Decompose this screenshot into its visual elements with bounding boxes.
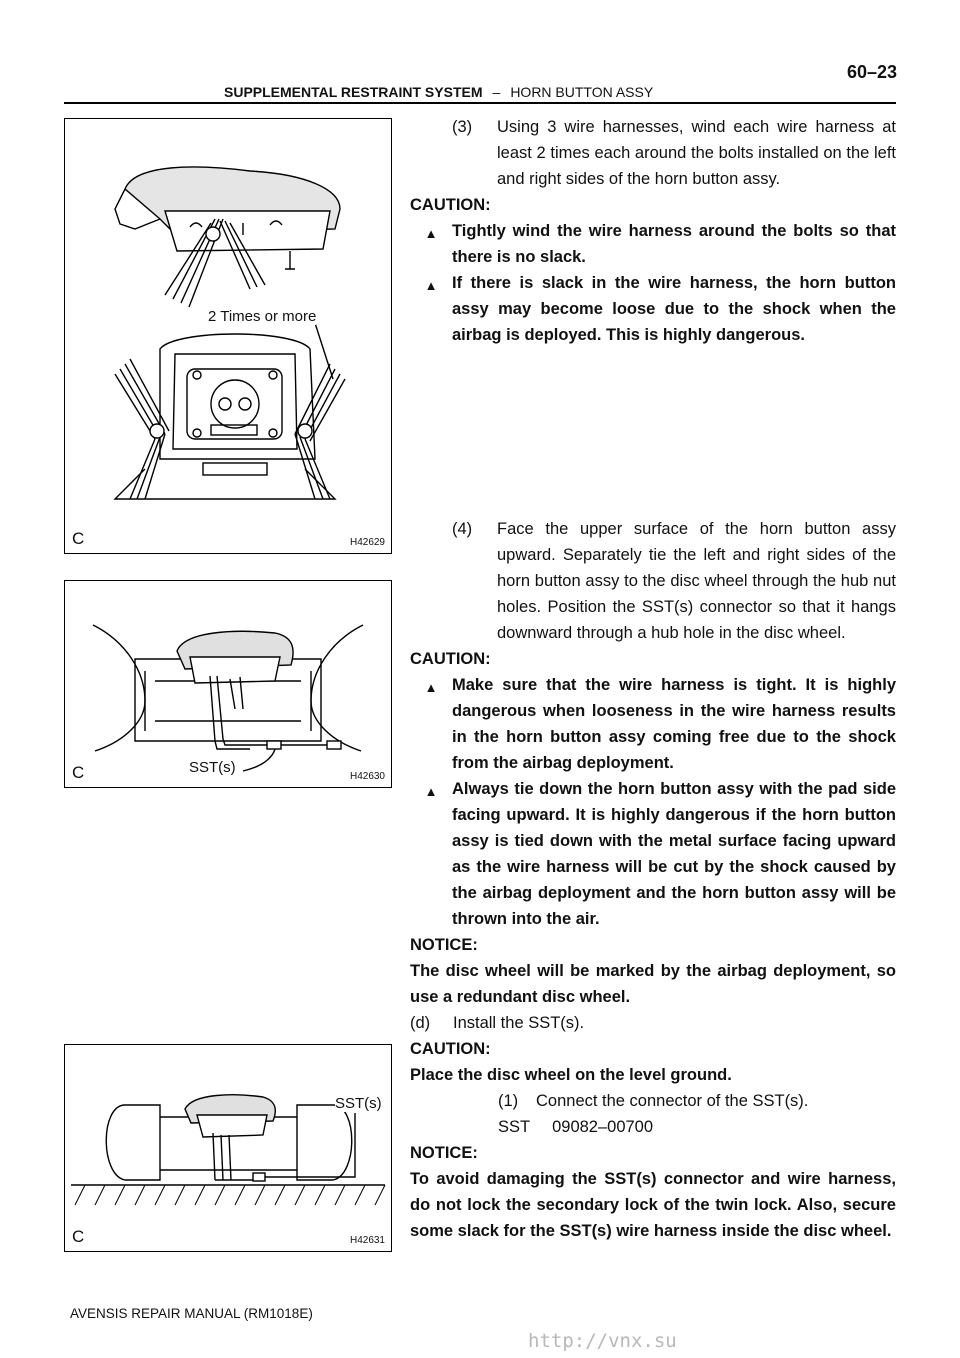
figure-callout-label: SST(s) bbox=[335, 1095, 382, 1112]
notice-text: The disc wheel will be marked by the airbag deployment, so use a redundant disc wheel. bbox=[410, 962, 896, 1006]
figure-code: H42630 bbox=[349, 771, 385, 782]
triangle-icon: ▲ bbox=[424, 278, 438, 293]
watermark: http://vnx.su bbox=[528, 1330, 677, 1352]
figure-h42630 bbox=[64, 580, 392, 788]
step-number: (1) bbox=[498, 1092, 519, 1110]
step-number: (3) bbox=[452, 118, 473, 136]
figure-callout-label: 2 Times or more bbox=[208, 308, 317, 325]
running-header bbox=[224, 84, 653, 100]
caution-heading: CAUTION: bbox=[410, 650, 491, 668]
header-rule bbox=[64, 102, 896, 104]
step-1 bbox=[410, 1088, 896, 1114]
step-d bbox=[410, 1010, 896, 1036]
instruction-text bbox=[410, 114, 896, 1244]
caution-heading: CAUTION: bbox=[410, 1040, 491, 1058]
step-text: Connect the connector of the SST(s). bbox=[536, 1092, 809, 1110]
caution-heading: CAUTION: bbox=[410, 196, 491, 214]
sst-number: 09082–00700 bbox=[552, 1118, 654, 1136]
caution-item: ▲ Tightly wind the wire harness around the bolts so that there is no slack. bbox=[410, 218, 896, 270]
horn-button-wire-illustration bbox=[65, 119, 391, 553]
step-4 bbox=[410, 516, 896, 646]
figure-h42629 bbox=[64, 118, 392, 554]
header-subsection: HORN BUTTON ASSY bbox=[510, 84, 654, 100]
figure-code: H42631 bbox=[349, 1235, 385, 1246]
spacer bbox=[410, 348, 896, 516]
step-text: Face the upper surface of the horn button assy upward. Separately tie the left and right sides of the horn button assy to the disc wheel through the hub nut holes. Position the SST(s) connector so that it hangs downward through a hub hole in the disc wheel. bbox=[497, 520, 896, 642]
figure-letter: C bbox=[72, 529, 85, 548]
step-text: Using 3 wire harnesses, wind each wire harness at least 2 times each around the bolts installed on the left and right sides of the horn button assy. bbox=[497, 118, 896, 188]
disc-wheel-ground-illustration bbox=[65, 1045, 391, 1251]
sst-label: SST bbox=[498, 1118, 531, 1136]
caution-text: Place the disc wheel on the level ground. bbox=[410, 1066, 732, 1084]
sst-reference bbox=[410, 1114, 896, 1140]
notice-text: To avoid damaging the SST(s) connector and wire harness, do not lock the secondary lock of the twin lock. Also, secure some slack for the SST(s) wire harness inside the disc wheel. bbox=[410, 1170, 896, 1240]
figure-callout-label: SST(s) bbox=[189, 759, 236, 776]
header-section: SUPPLEMENTAL RESTRAINT SYSTEM bbox=[224, 84, 483, 100]
step-3 bbox=[410, 114, 896, 192]
caution-item: ▲ Always tie down the horn button assy with the pad side facing upward. It is highly dangerous if the horn button assy is tied down with the metal surface facing upward as the wire harness will be cut by the shock caused by the airbag deployment and the horn button assy will be thrown into the air. bbox=[410, 776, 896, 932]
disc-wheel-tie-illustration bbox=[65, 581, 391, 787]
figure-h42631 bbox=[64, 1044, 392, 1252]
triangle-icon: ▲ bbox=[424, 226, 438, 241]
page-number: 60–23 bbox=[847, 62, 898, 82]
figure-code: H42629 bbox=[349, 537, 385, 548]
figure-letter: C bbox=[72, 763, 85, 782]
figure-letter: C bbox=[72, 1227, 85, 1246]
step-number: (d) bbox=[410, 1014, 431, 1032]
caution-item: ▲ Make sure that the wire harness is tight. It is highly dangerous when looseness in the wire harness results in the horn button assy coming free due to the shock from the airbag deployment. bbox=[410, 672, 896, 776]
step-number: (4) bbox=[452, 520, 473, 538]
footer-manual-id: AVENSIS REPAIR MANUAL (RM1018E) bbox=[70, 1306, 313, 1321]
notice-heading: NOTICE: bbox=[410, 936, 478, 954]
step-text: Install the SST(s). bbox=[453, 1014, 585, 1032]
header-separator: – bbox=[492, 84, 501, 100]
triangle-icon: ▲ bbox=[424, 680, 438, 695]
notice-heading: NOTICE: bbox=[410, 1144, 478, 1162]
triangle-icon: ▲ bbox=[424, 784, 438, 799]
caution-item: ▲ If there is slack in the wire harness, the horn button assy may become loose due to the shock when the airbag is deployed. This is highly dangerous. bbox=[410, 270, 896, 348]
